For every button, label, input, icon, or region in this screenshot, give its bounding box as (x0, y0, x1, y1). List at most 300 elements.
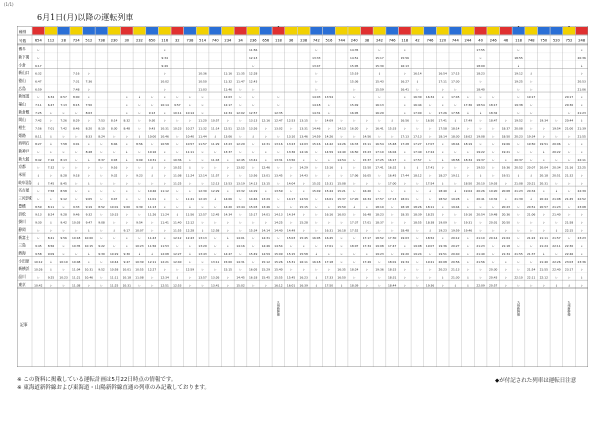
time-cell: レ (36, 95, 40, 100)
time-cell: レ (289, 173, 293, 178)
time-cell: 17:11 (438, 79, 447, 84)
time-cell: ↓ (49, 134, 53, 139)
time-cell: 16:27 (400, 79, 409, 84)
time-cell: 16:04 (387, 150, 397, 155)
time-cell: 12:45 (211, 212, 220, 217)
time-cell: 16:05 (362, 173, 372, 178)
time-cell: 21:11 (539, 236, 548, 241)
time-cell: レ (352, 87, 356, 92)
time-cell: 18:39 (413, 212, 422, 217)
time-cell: レ (479, 267, 483, 272)
time-cell: 17:41 (375, 165, 384, 170)
time-cell: 20:34 (552, 165, 561, 170)
time-cell: 7:45 (47, 181, 55, 186)
time-cell: 11:12 (160, 189, 169, 194)
time-cell: 11:21 (72, 275, 81, 280)
time-cell: 17:44 (400, 173, 409, 178)
time-cell: レ (428, 251, 432, 256)
time-cell: 19:36 (375, 267, 384, 272)
time-cell: レ (251, 63, 255, 68)
time-cell: レ (125, 165, 129, 170)
time-cell: 19:36 (425, 283, 435, 288)
station-name: 福山 (18, 101, 26, 107)
time-cell: 14:29 (299, 165, 308, 170)
time-cell: レ (201, 220, 205, 225)
time-cell: 19:12 (514, 71, 523, 76)
time-cell: 14:09 (324, 118, 334, 123)
time-cell: レ (428, 134, 432, 139)
train-number: 36 (288, 38, 294, 43)
type-color-cell (260, 27, 272, 35)
time-cell: 15:49 (248, 251, 258, 256)
time-cell: レ (188, 283, 192, 288)
time-cell: レ (87, 259, 91, 264)
time-cell: 23:17 (564, 267, 574, 272)
time-cell: ↓ (378, 71, 381, 76)
page-title: 6月1日(月)以降の運転列車 (37, 13, 134, 22)
time-cell: 9:39 (136, 204, 143, 209)
time-cell: 18:50 (463, 181, 473, 186)
time-cell: 21:23 (514, 189, 523, 194)
time-cell: 19:28 (451, 197, 460, 202)
type-color-cell (209, 27, 221, 35)
time-cell: 17:17 (362, 236, 372, 241)
time-cell: 13:41 (248, 157, 258, 162)
time-cell: 8:24 (47, 212, 55, 217)
time-cell: 16:18 (337, 228, 346, 233)
time-cell: レ (112, 150, 116, 155)
time-cell: ↓ (454, 118, 457, 123)
type-color-cell (525, 27, 537, 35)
time-cell: レ (365, 228, 369, 233)
time-cell: 18:07 (350, 244, 359, 249)
time-cell: レ (74, 228, 78, 233)
time-cell: レ (251, 102, 255, 107)
time-cell: 20:37 (514, 157, 523, 162)
time-cell: レ (125, 173, 129, 178)
time-cell: 14:42 (324, 142, 334, 147)
time-cell: 20:41 (476, 197, 485, 202)
time-cell: レ (314, 71, 318, 76)
time-cell: レ (542, 134, 546, 139)
time-cell: 20:51 (552, 173, 561, 178)
train-number: 242 (376, 38, 383, 43)
time-cell: レ (340, 244, 344, 249)
time-cell: 19:04 (463, 189, 473, 194)
time-cell: 16:18 (248, 275, 258, 280)
time-cell: レ (390, 220, 394, 225)
train-number: 30 (124, 38, 130, 43)
type-color-cell (399, 27, 411, 35)
time-cell: 17:00 (413, 110, 422, 115)
time-cell: 14:17 (286, 197, 296, 202)
time-cell: ↓ (340, 283, 343, 288)
time-cell: レ (201, 181, 205, 186)
time-cell: レ (517, 220, 520, 225)
time-cell: レ (415, 197, 419, 202)
time-cell: ↓ (466, 110, 470, 115)
time-cell: 16:13 (400, 63, 409, 68)
time-cell: 9:46 (72, 212, 80, 217)
time-cell: ↓ (542, 150, 545, 155)
time-cell: レ (226, 189, 230, 194)
time-cell: 17:52 (350, 228, 359, 233)
time-cell: 16:39 (299, 283, 308, 288)
time-cell: レ (580, 267, 584, 272)
time-cell: 13:15 (299, 118, 308, 123)
time-cell: 11:47 (236, 79, 245, 84)
time-cell: 16:56 (400, 118, 409, 123)
time-cell: 8:29 (72, 118, 80, 123)
time-cell: 16:01 (286, 283, 296, 288)
time-cell: 20:50 (501, 220, 511, 225)
time-cell: 15:23 (362, 150, 372, 155)
time-cell: レ (403, 244, 407, 249)
time-cell: 12:12 (173, 236, 182, 241)
train-number: 118 (515, 38, 522, 43)
train-number: 740 (211, 38, 219, 43)
type-color-cell (222, 27, 234, 35)
time-cell: 21:58 (564, 220, 574, 225)
time-cell: レ (302, 267, 306, 272)
time-cell: 18:18 (400, 204, 409, 209)
time-cell: 18:52 (375, 236, 384, 241)
time-cell: 13:01 (261, 173, 270, 178)
time-cell: レ (517, 95, 520, 100)
time-cell: レ (580, 102, 584, 107)
time-cell: 14:43 (299, 173, 308, 178)
time-cell: 22:12 (539, 275, 548, 280)
station-name: 新尾道 (18, 93, 30, 99)
time-cell: 14:46 (248, 197, 258, 202)
time-cell: 10:31 (160, 126, 169, 131)
time-cell: ↓ (454, 283, 457, 288)
time-cell: 20:23 (514, 134, 523, 139)
time-cell: レ (554, 157, 558, 162)
train-number: 112 (47, 38, 55, 43)
time-cell: 13:46 (261, 204, 270, 209)
time-cell: 19:23 (438, 228, 447, 233)
time-cell: 20:18 (539, 173, 548, 178)
time-cell: レ (188, 118, 192, 123)
time-cell: 20:10 (476, 181, 485, 186)
time-cell: 14:26 (324, 134, 334, 139)
type-color-cell (336, 27, 348, 35)
time-cell: 14:51 (350, 55, 359, 60)
time-cell: 19:48 (489, 212, 498, 217)
time-cell: レ (163, 157, 167, 162)
time-cell: レ (517, 244, 520, 249)
time-cell: 12:02 (236, 110, 245, 115)
time-cell: 7:31 (72, 79, 80, 84)
time-cell: 7:42 (35, 118, 42, 123)
time-cell: 6:32 (35, 71, 42, 76)
time-cell: レ (580, 181, 584, 186)
time-cell: ↓ (214, 134, 217, 139)
time-cell: 20:31 (539, 181, 548, 186)
type-color-cell (32, 27, 44, 35)
time-cell: レ (580, 142, 584, 147)
time-cell: ↓ (49, 267, 53, 272)
time-cell: レ (62, 251, 66, 256)
time-cell: ↓ (125, 150, 128, 155)
time-cell: 10:27 (185, 126, 195, 131)
time-cell: ↓ (49, 259, 53, 264)
time-cell: 20:44 (564, 118, 574, 123)
train-number: 42 (415, 38, 420, 43)
time-cell: レ (112, 134, 116, 139)
time-cell: レ (100, 150, 103, 155)
time-cell: レ (428, 102, 432, 107)
time-cell: レ (213, 251, 217, 256)
time-cell: レ (479, 142, 483, 147)
time-cell: レ (175, 189, 179, 194)
time-cell: 21:40 (552, 212, 561, 217)
time-cell: 20:54 (476, 212, 485, 217)
time-cell: レ (62, 204, 66, 209)
time-cell: レ (239, 267, 242, 272)
time-cell: レ (567, 110, 571, 115)
time-cell: レ (49, 118, 53, 123)
time-cell: レ (314, 157, 318, 162)
time-cell: レ (415, 87, 419, 92)
time-cell: レ (137, 126, 141, 131)
time-cell: 19:07 (425, 244, 435, 249)
time-cell: レ (517, 267, 520, 272)
time-cell: レ (415, 283, 419, 288)
time-cell: 10:46 (84, 275, 94, 280)
time-cell: レ (378, 48, 381, 53)
time-cell: 21:40 (539, 259, 548, 264)
time-cell: 23:08 (577, 204, 586, 209)
time-cell: 18:37 (375, 220, 384, 225)
time-cell: レ (125, 110, 129, 115)
time-cell: 16:23 (299, 275, 308, 280)
time-cell: レ (428, 197, 432, 202)
time-cell: 20:08 (514, 126, 523, 131)
time-cell: レ (365, 118, 369, 123)
time-cell: 12:12 (185, 220, 195, 225)
time-cell: ↓ (529, 197, 533, 202)
train-number: 248 (578, 38, 586, 43)
time-cell: レ (175, 95, 179, 100)
time-cell: 15:03 (248, 204, 258, 209)
time-cell: レ (74, 181, 78, 186)
time-cell: レ (352, 181, 356, 186)
time-cell: レ (112, 181, 116, 186)
time-cell: レ (125, 220, 129, 225)
station-name: 掛川 (18, 219, 26, 225)
time-cell: レ (415, 189, 419, 194)
train-number: 116 (161, 38, 169, 43)
time-cell: 18:01 (400, 197, 409, 202)
time-cell: ↓ (188, 165, 192, 170)
type-color-cell (576, 27, 588, 35)
time-cell: 23:36 (577, 259, 586, 264)
time-cell: 14:03 (299, 142, 308, 147)
time-cell: 12:14 (198, 173, 207, 178)
time-cell: ↓ (138, 134, 141, 139)
time-cell: 8:48 (123, 126, 131, 131)
time-cell: レ (441, 165, 445, 170)
time-cell: 17:49 (362, 259, 372, 264)
time-cell: 13:15 (261, 181, 270, 186)
time-cell: レ (100, 181, 103, 186)
time-cell: 18:54 (476, 102, 485, 107)
time-cell: 9:03 (110, 157, 118, 162)
time-cell: 7:01 (47, 126, 55, 131)
time-cell: 13:41 (211, 283, 220, 288)
time-cell: 14:31 (261, 236, 270, 241)
train-number: 40 (478, 38, 483, 43)
time-cell: 21:23 (476, 244, 485, 249)
time-cell: 11:53 (160, 244, 169, 249)
time-cell: レ (163, 165, 167, 170)
time-cell: ↓ (428, 189, 432, 194)
time-cell: 11:04 (72, 267, 81, 272)
type-color-cell (411, 27, 423, 35)
time-cell: 14:13 (248, 181, 258, 186)
header-type-label: 種別 (19, 30, 27, 34)
time-cell: レ (87, 118, 91, 123)
time-cell: 9:32 (110, 173, 118, 178)
time-cell: レ (87, 87, 91, 92)
time-cell: レ (201, 150, 205, 155)
time-cell: 11:25 (173, 181, 182, 186)
time-cell: レ (100, 197, 103, 202)
time-cell: 20:52 (514, 165, 523, 170)
time-cell: 19:21 (501, 150, 511, 155)
time-cell: 14:47 (223, 251, 233, 256)
type-color-cell (121, 27, 133, 35)
time-cell: レ (504, 267, 508, 272)
time-cell: 10:42 (34, 283, 43, 288)
time-cell: 16:32 (387, 165, 397, 170)
time-cell: 11:11 (109, 275, 119, 280)
time-cell: レ (504, 197, 508, 202)
time-cell: 21:06 (526, 212, 536, 217)
time-cell: 14:13 (337, 126, 346, 131)
time-cell: 12:29 (236, 142, 245, 147)
train-number: 738 (186, 38, 194, 43)
time-cell: 20:07 (526, 165, 536, 170)
time-cell: 16:14 (413, 71, 422, 76)
station-name: 小田原 (18, 258, 30, 264)
time-cell: 21:24 (539, 244, 548, 249)
train-number: 232 (135, 38, 143, 43)
time-cell: 14:40 (337, 150, 346, 155)
time-cell: レ (289, 204, 293, 209)
time-cell: レ (289, 244, 293, 249)
time-cell: 20:57 (489, 283, 498, 288)
time-cell: 13:56 (248, 173, 258, 178)
time-cell: レ (87, 71, 91, 76)
time-cell: 13:31 (299, 126, 308, 131)
time-cell: レ (327, 251, 331, 256)
time-cell: 19:36 (438, 244, 447, 249)
time-cell: 8:32 (123, 118, 131, 123)
time-cell: レ (428, 157, 432, 162)
time-cell: 16:20 (362, 189, 372, 194)
time-cell: 19:08 (476, 134, 485, 139)
time-cell: レ (49, 173, 53, 178)
station-name: 西明石 (18, 140, 30, 146)
time-cell: 16:48 (362, 212, 372, 217)
time-cell: 15:05 (350, 63, 359, 68)
time-cell: 8:56 (136, 142, 143, 147)
time-cell: 11:14 (211, 126, 220, 131)
train-number: 46 (503, 38, 509, 43)
time-cell: レ (226, 157, 230, 162)
time-cell: レ (226, 244, 230, 249)
time-cell: 15:16 (312, 142, 321, 147)
time-cell: レ (201, 95, 205, 100)
time-cell: 18:19 (463, 142, 473, 147)
time-cell: 19:53 (476, 165, 485, 170)
time-cell: レ (49, 110, 53, 115)
train-number: 656 (262, 38, 270, 43)
time-cell: 16:50 (350, 150, 359, 155)
time-cell: レ (403, 102, 407, 107)
time-cell: 17:37 (350, 220, 359, 225)
time-cell: 10:00 (147, 134, 157, 139)
time-cell: レ (491, 157, 495, 162)
time-cell: 15:29 (261, 267, 270, 272)
time-cell: 15:09 (274, 251, 283, 256)
time-cell: レ (390, 134, 394, 139)
time-cell: レ (466, 165, 470, 170)
time-cell: レ (466, 126, 470, 131)
time-cell: レ (125, 95, 129, 100)
time-cell: 11:26 (147, 212, 157, 217)
time-cell: レ (314, 48, 318, 53)
time-cell: レ (137, 181, 141, 186)
time-cell: ↓ (150, 251, 154, 256)
time-cell: 19:34 (400, 259, 409, 264)
time-cell: 21:16 (564, 165, 574, 170)
time-cell: ↓ (87, 228, 91, 233)
station-name: 広島 (18, 85, 26, 91)
time-cell: ↓ (125, 157, 128, 162)
time-cell: 17:34 (362, 244, 372, 249)
time-cell: 10:39 (135, 259, 144, 264)
time-cell: 12:47 (274, 118, 283, 123)
time-cell: 11:11 (185, 150, 195, 155)
time-cell: 18:50 (501, 134, 511, 139)
time-cell: レ (415, 181, 419, 186)
time-cell: 17:13 (413, 134, 422, 139)
time-cell: レ (378, 181, 381, 186)
time-cell: レ (137, 236, 141, 241)
time-cell: 20:44 (539, 197, 548, 202)
time-cell: ↓ (466, 275, 470, 280)
type-color-cell (159, 27, 171, 35)
time-cell: レ (352, 134, 356, 139)
time-cell: レ (466, 150, 470, 155)
timetable-grid (17, 26, 588, 367)
time-cell: レ (352, 236, 356, 241)
time-cell: レ (251, 165, 255, 170)
time-cell: レ (517, 204, 520, 209)
time-cell: レ (289, 220, 293, 225)
time-cell: 19:32 (489, 197, 498, 202)
time-cell: 17:00 (387, 181, 397, 186)
time-cell: レ (49, 283, 53, 288)
time-cell: レ (554, 118, 558, 123)
time-cell: レ (390, 251, 394, 256)
time-cell: レ (529, 118, 533, 123)
time-cell: 20:12 (451, 236, 460, 241)
